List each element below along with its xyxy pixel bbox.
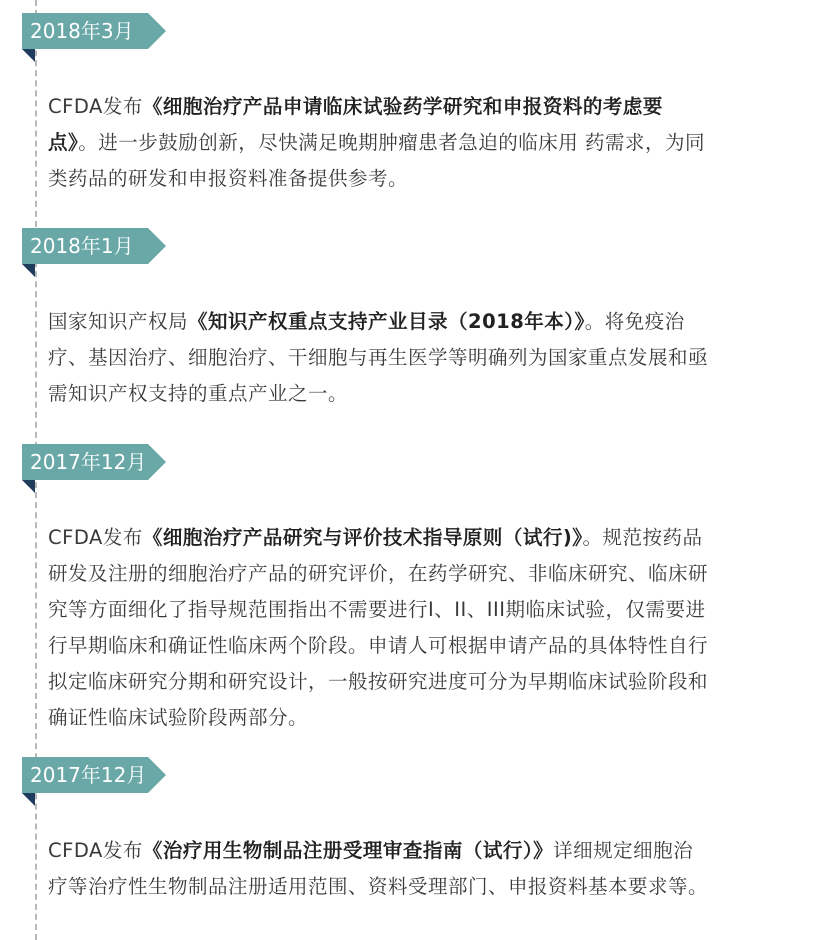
document-title: 《细胞治疗产品申请临床试验药学研究和申报资料的考虑要点》: [48, 95, 663, 154]
date-label: 2017年12月: [30, 450, 147, 474]
entry-description: [48, 833, 708, 905]
entry-description: [48, 304, 708, 412]
date-tag-arrow: [148, 444, 166, 480]
date-tag-fold: [22, 264, 35, 277]
entry-suffix: 。规范按药品研发及注册的细胞治疗产品的研究评价，在药学研究、非临床研究、临床研究等方面细化了指导规范围指出不需要进行I、II、III期临床试验，仅需要进行早期临床和确证性临床两个阶段。申请人可根据申请产品的具体特性自行拟定临床研究分期和研究设计，一般按研究进度可分为早期临床试验阶段和确证性临床试验阶段两部分。: [48, 526, 709, 729]
entry-prefix: CFDA发布: [48, 839, 143, 862]
entry-prefix: CFDA发布: [48, 95, 143, 118]
entry-prefix: 国家知识产权局: [48, 310, 189, 333]
date-tag-arrow: [148, 13, 166, 49]
entry-description: [48, 89, 708, 197]
date-tag-fold: [22, 480, 35, 493]
entry-suffix: 详细规定细胞治疗等治疗性生物制品注册适用范围、资料受理部门、申报资料基本要求等。: [48, 839, 709, 898]
document-title: 《知识产权重点支持产业目录（2018年本）》: [188, 310, 585, 333]
entry-suffix: 。进一步鼓励创新，尽快满足晚期肿瘤患者急迫的临床用 药需求，为同类药品的研发和申报资料准备提供参考。: [48, 131, 705, 190]
date-tag-fold: [22, 793, 35, 806]
document-title: 《细胞治疗产品研究与评价技术指导原则（试行)》: [142, 526, 583, 549]
entry-suffix: 。将免疫治疗、基因治疗、细胞治疗、干细胞与再生医学等明确列为国家重点发展和亟需知识产权支持的重点产业之一。: [48, 310, 709, 405]
date-label: 2017年12月: [30, 763, 147, 787]
date-label: 2018年3月: [30, 19, 134, 43]
date-tag-arrow: [148, 228, 166, 264]
date-tag-arrow: [148, 757, 166, 793]
document-title: 《治疗用生物制品注册受理审查指南（试行）》: [142, 839, 554, 862]
entry-prefix: CFDA发布: [48, 526, 143, 549]
entry-description: [48, 520, 708, 736]
date-tag-fold: [22, 49, 35, 62]
date-label: 2018年1月: [30, 234, 134, 258]
